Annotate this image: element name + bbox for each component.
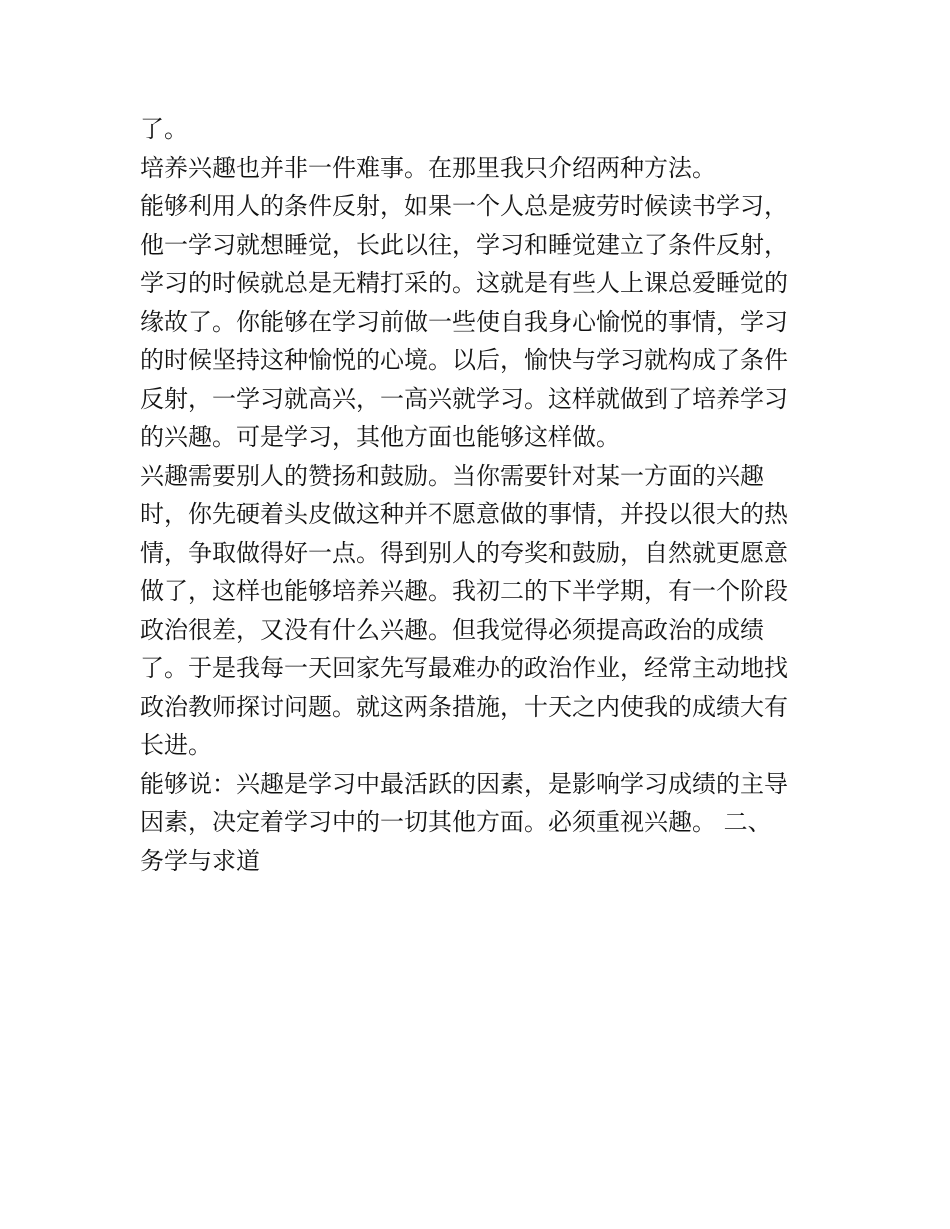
text-line: 了。 bbox=[140, 115, 188, 143]
paragraph-continuation bbox=[140, 110, 820, 149]
paragraph-conclusion bbox=[140, 765, 820, 881]
text-line: 了。于是我每一天回家先写最难办的政治作业，经常主动地找 bbox=[140, 654, 788, 682]
text-line: 的时候坚持这种愉悦的心境。以后，愉快与学习就构成了条件 bbox=[140, 346, 788, 374]
text-line: 政治很差，又没有什么兴趣。但我觉得必须提高政治的成绩 bbox=[140, 615, 764, 644]
text-line: 时，你先硬着头皮做这种并不愿意做的事情，并投以很大的热 bbox=[140, 500, 788, 528]
text-line: 能够利用人的条件反射，如果一个人总是疲劳时候读书学习， bbox=[140, 192, 788, 220]
text-line: 因素，决定着学习中的一切其他方面。必须重视兴趣。 二、 bbox=[140, 808, 772, 836]
paragraph-intro-methods bbox=[140, 149, 820, 188]
text-line: 缘故了。你能够在学习前做一些使自我身心愉悦的事情，学习 bbox=[140, 307, 788, 336]
text-line: 培养兴趣也并非一件难事。在那里我只介绍两种方法。 bbox=[140, 153, 716, 182]
paragraph-conditioned-reflex bbox=[140, 187, 820, 457]
text-line: 兴趣需要别人的赞扬和鼓励。当你需要针对某一方面的兴趣 bbox=[140, 461, 764, 490]
text-line: 反射，一学习就高兴，一高兴就学习。这样就做到了培养学习 bbox=[140, 384, 788, 413]
text-line: 的兴趣。可是学习，其他方面也能够这样做。 bbox=[140, 423, 620, 451]
text-line: 做了，这样也能够培养兴趣。我初二的下半学期，有一个阶段 bbox=[140, 577, 788, 605]
text-line: 政治教师探讨问题。就这两条措施，十天之内使我的成绩大有 bbox=[140, 692, 788, 721]
text-line: 情，争取做得好一点。得到别人的夸奖和鼓励，自然就更愿意 bbox=[140, 538, 788, 567]
paragraph-praise-encouragement bbox=[140, 457, 820, 765]
text-line: 务学与求道 bbox=[140, 846, 260, 875]
text-line: 学习的时候就总是无精打采的。这就是有些人上课总爱睡觉的 bbox=[140, 269, 788, 297]
text-line: 他一学习就想睡觉，长此以往，学习和睡觉建立了条件反射， bbox=[140, 230, 788, 259]
text-line: 能够说：兴趣是学习中最活跃的因素，是影响学习成绩的主导 bbox=[140, 769, 788, 798]
text-line: 长进。 bbox=[140, 731, 212, 759]
document-body bbox=[140, 110, 820, 880]
